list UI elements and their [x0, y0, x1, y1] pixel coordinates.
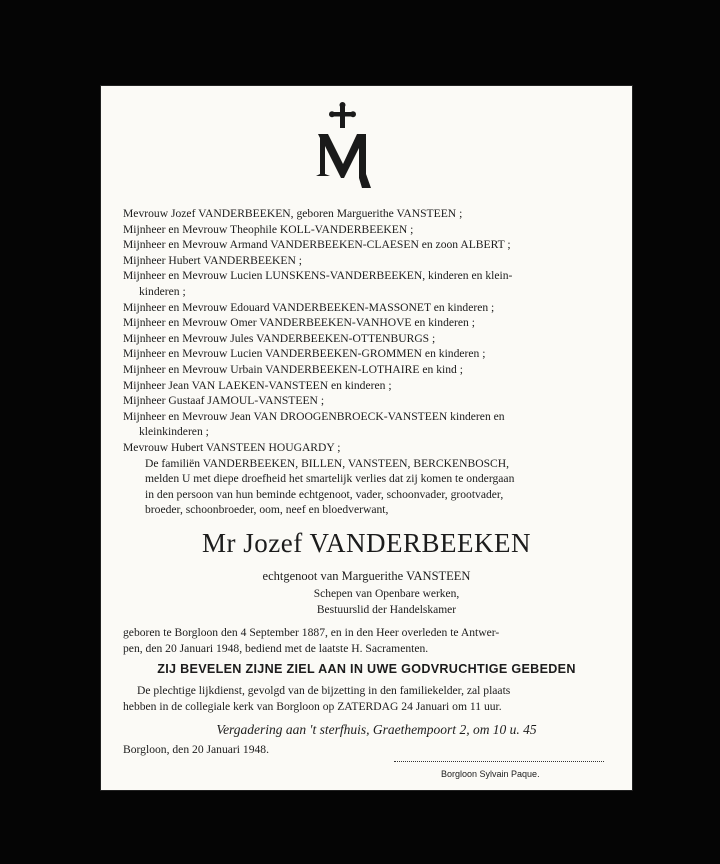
families-line: De familiën VANDERBEEKEN, BILLEN, VANSTEEN, BERCKENBOSCH, — [145, 456, 510, 470]
funeral-line: hebben in de collegiale kerk van Borgloon op ZATERDAG 24 Januari om 11 uur. — [123, 699, 502, 713]
funeral-line: De plechtige lijkdienst, gevolgd van de bijzetting in den familiekelder, zal plaats — [137, 684, 511, 697]
announcement-line: broeder, schoonbroeder, oom, neef en bloedverwant, — [145, 503, 389, 517]
cross-m-monogram-icon — [308, 102, 378, 194]
relative-line: Mijnheer Hubert VANDERBEEKEN ; — [123, 253, 302, 267]
relative-line: Mijnheer Jean VAN LAEKEN-VANSTEEN en kinderen ; — [123, 378, 392, 392]
relative-line: Mijnheer en Mevrouw Urbain VANDERBEEKEN-LOTHAIRE en kind ; — [123, 362, 463, 376]
printer-credit: Borgloon Sylvain Paque. — [441, 769, 540, 779]
relative-line: kleinkinderen ; — [139, 425, 209, 439]
mourning-card — [101, 86, 632, 790]
function-line: Bestuurslid der Handelskamer — [316, 604, 457, 616]
relative-line: Mevrouw Jozef VANDERBEEKEN, geboren Marguerithe VANSTEEN ; — [123, 207, 463, 220]
relative-line: Mijnheer en Mevrouw Theophile KOLL-VANDERBEEKEN ; — [123, 222, 414, 236]
meeting-line: Vergadering aan 't sterfhuis, Graethempoort 2, om 10 u. 45 — [216, 722, 537, 737]
relative-line: Mijnheer en Mevrouw Jules VANDERBEEKEN-OTTENBURGS ; — [123, 331, 436, 345]
announcement-line: melden U met diepe droefheid het smartelijk verlies dat zij komen te ondergaan — [145, 472, 515, 486]
relative-line: Mijnheer en Mevrouw Lucien LUNSKENS-VANDERBEEKEN, kinderen en klein- — [123, 269, 513, 283]
dotted-divider — [394, 761, 604, 762]
relative-line: Mijnheer en Mevrouw Armand VANDERBEEKEN-CLAESEN en zoon ALBERT ; — [123, 238, 511, 252]
relative-line: Mijnheer en Mevrouw Edouard VANDERBEEKEN-MASSONET en kinderen ; — [123, 300, 495, 314]
place-date: Borgloon, den 20 Januari 1948. — [123, 743, 269, 756]
spouse-line: echtgenoot van Marguerithe VANSTEEN — [262, 569, 471, 583]
funeral-text — [123, 683, 623, 714]
birth-death-text — [123, 625, 623, 656]
relative-line: Mijnheer en Mevrouw Jean VAN DROOGENBROECK-VANSTEEN kinderen en — [123, 409, 505, 423]
relative-line: Mijnheer en Mevrouw Lucien VANDERBEEKEN-GROMMEN en kinderen ; — [123, 347, 486, 361]
birth-line: pen, den 20 Januari 1948, bediend met de laatste H. Sacramenten. — [123, 641, 429, 655]
relative-line: Mijnheer Gustaaf JAMOUL-VANSTEEN ; — [123, 394, 325, 408]
announcement-line: in den persoon van hun beminde echtgenoot, vader, schoonvader, grootvader, — [145, 487, 504, 501]
relatives-list — [123, 206, 621, 518]
relative-line: Mevrouw Hubert VANSTEEN HOUGARDY ; — [123, 440, 341, 454]
function-line: Schepen van Openbare werken, — [313, 588, 460, 600]
relative-line: kinderen ; — [139, 284, 186, 298]
relative-line: Mijnheer en Mevrouw Omer VANDERBEEKEN-VANHOVE en kinderen ; — [123, 316, 475, 330]
birth-line: geboren te Borgloon den 4 September 1887, en in den Heer overleden te Antwer- — [123, 626, 500, 639]
prayer-line: ZIJ BEVELEN ZIJNE ZIEL AAN IN UWE GODVRUCHTIGE GEBEDEN — [157, 662, 576, 676]
deceased-name: Mr Jozef VANDERBEEKEN — [202, 528, 531, 558]
